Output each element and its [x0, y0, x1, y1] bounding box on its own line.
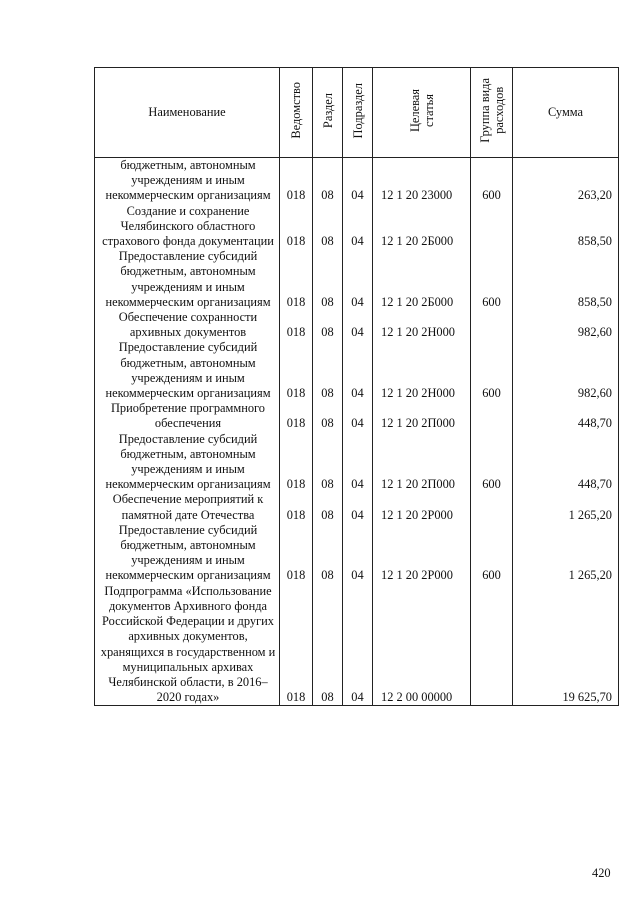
table-header [95, 68, 619, 158]
row-ved: 018 [280, 158, 313, 204]
row-celevaya: 12 1 20 2Б000 [373, 204, 471, 250]
row-razdel: 08 [313, 204, 343, 250]
header-gruppa [471, 68, 513, 158]
row-podrazdel: 04 [343, 492, 373, 522]
row-podrazdel: 04 [343, 158, 373, 204]
row-ved: 018 [280, 584, 313, 706]
row-ved: 018 [280, 310, 313, 340]
row-summa: 858,50 [513, 249, 619, 310]
row-gruppa: 600 [471, 158, 513, 204]
row-ved: 018 [280, 340, 313, 401]
table-row [95, 204, 619, 250]
header-name [95, 68, 280, 158]
table-row [95, 401, 619, 431]
row-name: Предоставление субсидий бюджетным, автономным учреждениям и иным некоммерческим организациям [95, 249, 280, 310]
row-razdel: 08 [313, 310, 343, 340]
table-row [95, 492, 619, 522]
table-row [95, 432, 619, 493]
header-celevaya-line2: статья [421, 93, 436, 127]
row-summa: 1 265,20 [513, 492, 619, 522]
row-podrazdel: 04 [343, 584, 373, 706]
row-podrazdel: 04 [343, 523, 373, 584]
row-razdel: 08 [313, 158, 343, 204]
row-celevaya: 12 1 20 23000 [373, 158, 471, 204]
row-celevaya: 12 1 20 2Р000 [373, 523, 471, 584]
table-row [95, 249, 619, 310]
row-name: Предоставление субсидий бюджетным, автономным учреждениям и иным некоммерческим организациям [95, 340, 280, 401]
row-summa: 982,60 [513, 310, 619, 340]
header-gruppa-line2: расходов [491, 86, 506, 134]
table-body [95, 158, 619, 706]
row-summa: 858,50 [513, 204, 619, 250]
row-ved: 018 [280, 523, 313, 584]
row-ved: 018 [280, 492, 313, 522]
row-razdel: 08 [313, 523, 343, 584]
header-ved [280, 68, 313, 158]
row-razdel: 08 [313, 401, 343, 431]
row-ved: 018 [280, 432, 313, 493]
row-razdel: 08 [313, 432, 343, 493]
header-ved-label: Ведомство [289, 82, 303, 139]
row-celevaya: 12 1 20 2Н000 [373, 310, 471, 340]
table-row [95, 584, 619, 706]
row-name: Предоставление субсидий бюджетным, автономным учреждениям и иным некоммерческим организациям [95, 432, 280, 493]
row-name: Создание и сохранение Челябинского областного страхового фонда документации [95, 204, 280, 250]
header-celevaya [373, 68, 471, 158]
row-summa: 19 625,70 [513, 584, 619, 706]
row-name: Обеспечение сохранности архивных документов [95, 310, 280, 340]
row-gruppa: 600 [471, 523, 513, 584]
header-gruppa-line1: Группа вида [477, 78, 492, 143]
row-celevaya: 12 1 20 2П000 [373, 432, 471, 493]
row-ved: 018 [280, 204, 313, 250]
row-celevaya: 12 2 00 00000 [373, 584, 471, 706]
budget-table [94, 67, 619, 706]
header-summa-label: Сумма [547, 104, 584, 119]
row-summa: 982,60 [513, 340, 619, 401]
row-podrazdel: 04 [343, 401, 373, 431]
row-gruppa [471, 492, 513, 522]
header-celevaya-line1: Целевая [407, 88, 422, 132]
row-celevaya: 12 1 20 2П000 [373, 401, 471, 431]
row-summa: 1 265,20 [513, 523, 619, 584]
table-row [95, 158, 619, 204]
row-celevaya: 12 1 20 2Б000 [373, 249, 471, 310]
row-summa: 448,70 [513, 401, 619, 431]
header-gruppa-label [478, 78, 506, 143]
row-podrazdel: 04 [343, 310, 373, 340]
row-name: Обеспечение мероприятий к памятной дате Отечества [95, 492, 280, 522]
header-name-label: Наименование [148, 104, 226, 119]
row-gruppa: 600 [471, 432, 513, 493]
row-razdel: 08 [313, 492, 343, 522]
row-gruppa [471, 584, 513, 706]
table-row [95, 340, 619, 401]
row-gruppa: 600 [471, 340, 513, 401]
header-podrazdel-label: Подраздел [350, 82, 365, 139]
table-row [95, 310, 619, 340]
header-podrazdel [343, 68, 373, 158]
header-razdel-label: Раздел [320, 92, 335, 128]
row-summa: 263,20 [513, 158, 619, 204]
row-ved: 018 [280, 401, 313, 431]
row-name: Приобретение программного обеспечения [95, 401, 280, 431]
page-number: 420 [592, 866, 611, 880]
row-name: бюджетным, автономным учреждениям и иным некоммерческим организациям [95, 158, 280, 204]
row-gruppa [471, 204, 513, 250]
row-razdel: 08 [313, 249, 343, 310]
row-podrazdel: 04 [343, 249, 373, 310]
header-summa [513, 68, 619, 158]
row-gruppa: 600 [471, 249, 513, 310]
row-gruppa [471, 401, 513, 431]
row-summa: 448,70 [513, 432, 619, 493]
header-razdel [313, 68, 343, 158]
row-gruppa [471, 310, 513, 340]
table-row [95, 523, 619, 584]
row-name: Предоставление субсидий бюджетным, автономным учреждениям и иным некоммерческим организациям [95, 523, 280, 584]
row-podrazdel: 04 [343, 204, 373, 250]
row-ved: 018 [280, 249, 313, 310]
row-podrazdel: 04 [343, 432, 373, 493]
row-name: Подпрограмма «Использование документов Архивного фонда Российской Федерации и других архивных документов, хранящихся в государственном и муниципальных архивах Челябинской области, в 2016–2020 годах» [95, 584, 280, 706]
row-celevaya: 12 1 20 2Р000 [373, 492, 471, 522]
header-celevaya-label [408, 89, 436, 132]
row-razdel: 08 [313, 584, 343, 706]
row-podrazdel: 04 [343, 340, 373, 401]
row-razdel: 08 [313, 340, 343, 401]
row-celevaya: 12 1 20 2Н000 [373, 340, 471, 401]
